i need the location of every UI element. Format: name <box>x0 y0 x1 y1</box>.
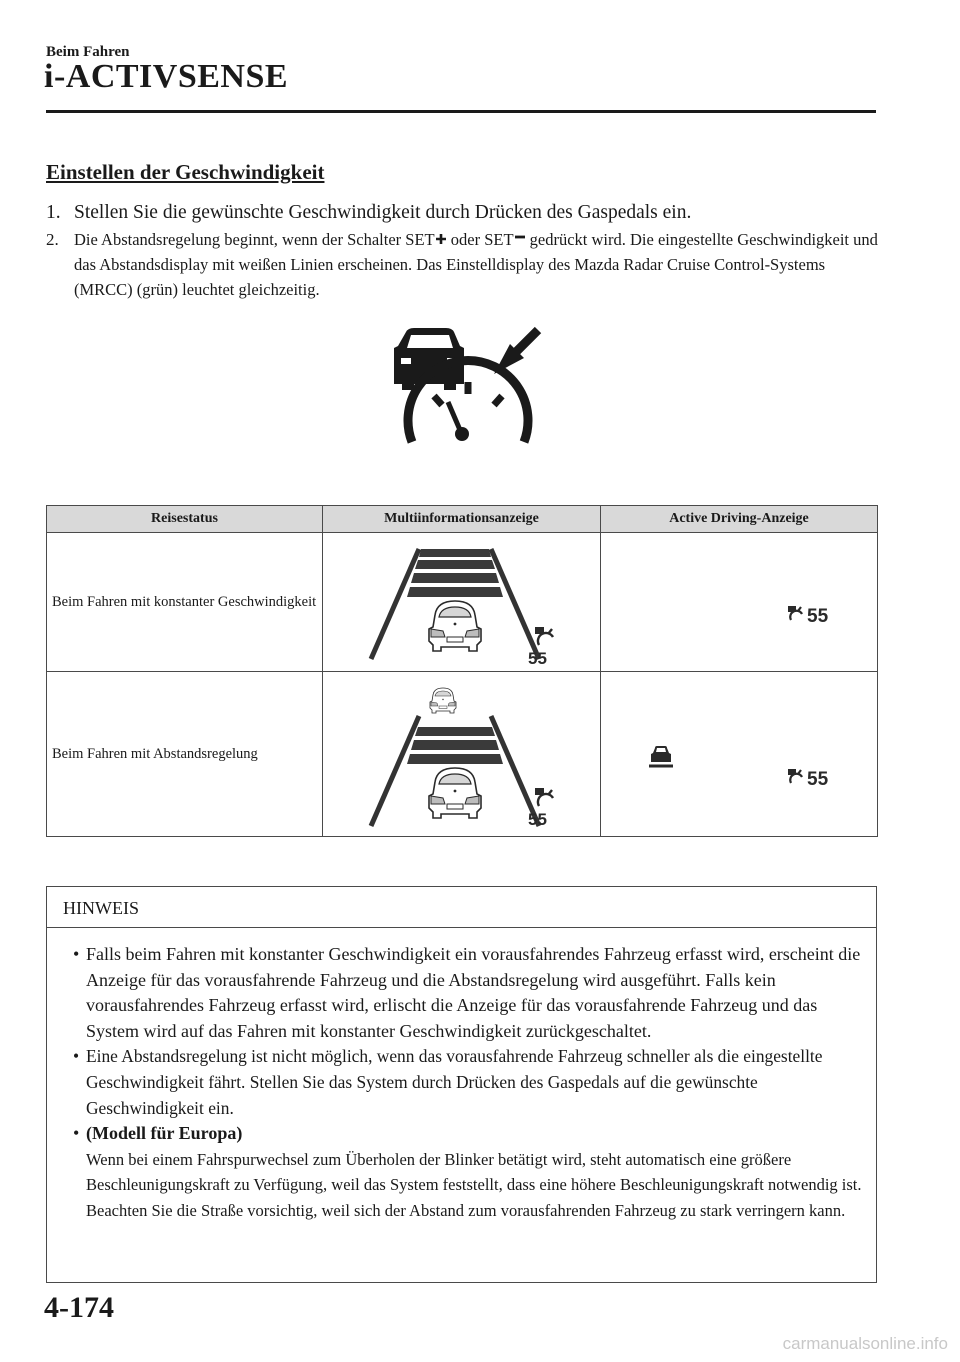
distance-bars <box>407 549 503 597</box>
lane-road-graphic <box>371 549 539 659</box>
mrcc-small-icon <box>535 788 553 806</box>
own-vehicle-icon <box>429 768 481 818</box>
note-box <box>46 886 877 1283</box>
mrcc-indicator-icon <box>376 326 546 448</box>
column-header: Active Driving-Anzeige <box>601 506 878 533</box>
multi-info-display-graphic <box>323 533 601 671</box>
step-number: 2. <box>46 230 59 249</box>
step-text: Stellen Sie die gewünschte Geschwindigkeit durch Drücken des Gaspedals ein. <box>74 202 692 223</box>
watermark: carmanualsonline.info <box>782 1334 948 1353</box>
step-text <box>74 227 886 302</box>
running-section-label: Beim Fahren <box>46 44 130 60</box>
header-divider <box>46 110 876 113</box>
vehicle-ahead-icon <box>649 746 673 766</box>
active-driving-display-graphic <box>601 533 878 671</box>
note-list <box>47 928 876 1224</box>
step-text-part: oder SET <box>446 230 514 249</box>
table-row <box>47 672 878 837</box>
status-label: Beim Fahren mit Abstandsregelung <box>47 672 323 837</box>
note-item-text: Falls beim Fahren mit konstanter Geschwindigkeit ein vorausfahrendes Fahrzeug erfasst wird, erscheint die Anzeige für das vorausfahrende Fahrzeug und die Abstandsregelung wird ausgeführt. Falls kein vorausfahrendes Fahrzeug erfasst wird, erlischt die Anzeige für das vorausfahrende Fahrzeug und das System wird auf das Fahren mit konstanter Geschwindigkeit zurückgeschaltet. <box>86 944 861 1041</box>
set-speed-value: 55 <box>528 649 547 668</box>
distance-bars <box>407 727 503 764</box>
column-header: Multiinformationsanzeige <box>323 506 601 533</box>
note-item <box>73 1121 864 1223</box>
bullet-icon: • <box>73 1123 80 1144</box>
table-row <box>47 533 878 672</box>
step-1 <box>46 200 886 225</box>
note-item <box>73 1044 864 1121</box>
mrcc-small-icon <box>535 627 553 645</box>
step-text-part: Die Abstandsregelung beginnt, wenn der Schalter SET <box>74 230 435 249</box>
set-speed-value: 55 <box>528 810 547 829</box>
bullet-icon: • <box>73 944 80 964</box>
active-driving-display-figure <box>601 533 878 672</box>
bullet-icon: • <box>73 1046 80 1067</box>
minus-icon <box>514 231 526 243</box>
europe-model-label: (Modell für Europa) <box>86 1123 243 1144</box>
note-heading: HINWEIS <box>47 887 876 928</box>
set-speed-value: 55 <box>807 769 829 790</box>
note-item-text: Eine Abstandsregelung ist nicht möglich, wenn das vorausfahrende Fahrzeug schneller als die eingestellte Geschwindigkeit fährt. Stellen Sie das System durch Drücken des Gaspedals auf die gewünschte Geschwindigkeit ein. <box>86 1046 823 1118</box>
mrcc-small-icon <box>788 769 802 783</box>
step-text-part: gedrückt wird. Die eingestellte Geschwindigkeit und das Abstandsdisplay mit weißen Linien erscheinen. Das Einstelldisplay des Mazda Radar Cruise Control-Systems (MRCC) (grün) leuchtet gleichzeitig. <box>74 230 878 299</box>
active-driving-display-graphic <box>601 672 878 836</box>
multi-info-display-graphic <box>323 672 601 836</box>
multi-info-display-figure <box>323 672 601 837</box>
own-vehicle-icon <box>429 601 481 651</box>
multi-info-display-figure <box>323 533 601 672</box>
section-title: Einstellen der Geschwindigkeit <box>46 160 325 184</box>
step-2 <box>46 227 886 302</box>
set-speed-value: 55 <box>807 606 829 627</box>
cruise-status-table <box>46 505 878 837</box>
page-number: 4-174 <box>44 1291 114 1324</box>
note-item-text: Wenn bei einem Fahrspurwechsel zum Überholen der Blinker betätigt wird, steht automatisch eine größere Beschleunigungskraft zu Verfügung, weil das System feststellt, dass eine höhere Beschleunigungskraft notwendig ist. Beachten Sie die Straße vorsichtig, weil sich der Abstand zum vorausfahrenden Fahrzeug zu stark verringern kann. <box>86 1149 862 1220</box>
step-number: 1. <box>46 202 61 223</box>
active-driving-display-figure <box>601 672 878 837</box>
table-header-row <box>47 506 878 533</box>
instruction-steps <box>46 200 886 302</box>
plus-icon <box>435 233 447 245</box>
chapter-title: i-ACTIVSENSE <box>44 58 289 95</box>
mrcc-small-icon <box>788 606 802 620</box>
speedometer-icon <box>408 360 528 442</box>
vehicle-ahead-icon <box>430 688 456 713</box>
status-label: Beim Fahren mit konstanter Geschwindigkeit <box>47 533 323 672</box>
lane-road-graphic <box>371 688 539 826</box>
note-item <box>73 942 864 1044</box>
column-header: Reisestatus <box>47 506 323 533</box>
